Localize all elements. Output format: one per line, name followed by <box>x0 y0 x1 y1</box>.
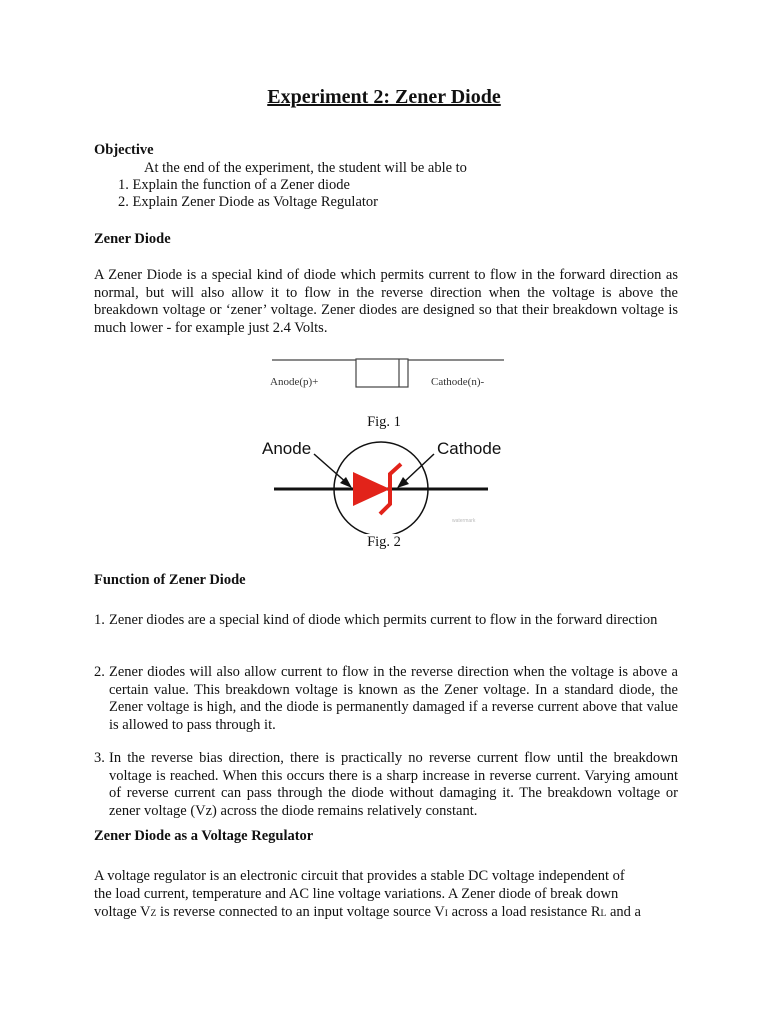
fig2-caption: Fig. 2 <box>367 534 401 550</box>
function-item-text: Zener diodes will also allow current to flow in the reverse direction when the voltage is above a certain value. This breakdown voltage is known as the Zener voltage. In a standard diode, the Zener voltage is high, and the diode is permanently damaged if a reverse current above that value is allowed to pass through it. <box>109 664 678 733</box>
svg-text:watermark: watermark <box>452 518 476 524</box>
function-item-number: 3. <box>94 750 105 766</box>
regulator-text: and a <box>606 904 641 920</box>
fig2-cathode-label: Cathode <box>437 439 502 458</box>
function-item-3 <box>94 750 678 820</box>
regulator-text: across a load resistance R <box>447 904 601 920</box>
function-item-1 <box>94 612 678 630</box>
page-title: Experiment 2: Zener Diode <box>267 86 501 108</box>
function-item-2 <box>94 664 678 734</box>
diode-triangle <box>353 472 390 506</box>
subscript-l: L <box>600 909 607 919</box>
zener-diode-paragraph: A Zener Diode is a special kind of diode which permits current to flow in the forward direction as normal, but will also allow it to flow in the reverse direction when the voltage is above the breakdown voltage or ‘zener’ voltage. Zener diodes are designed so that their breakdown voltage is much lower - for example just 2.4 Volts. <box>94 267 678 336</box>
function-item-text: In the reverse bias direction, there is practically no reverse current flow until the breakdown voltage is reached. When this occurs there is a sharp increase in reverse current. Varying amount of reverse current can pass through the diode without damaging it. The breakdown voltage or zener voltage (Vz) across the diode remains relatively constant. <box>109 750 678 819</box>
subscript-i: I <box>444 909 448 919</box>
objective-item-2: 2. Explain Zener Diode as Voltage Regulator <box>118 194 378 210</box>
objective-intro: At the end of the experiment, the student will be able to <box>144 160 467 176</box>
regulator-line-1: A voltage regulator is an electronic circuit that provides a stable DC voltage independent of <box>94 868 625 884</box>
fig1-cathode-label: Cathode(n)- <box>431 376 485 388</box>
regulator-text: voltage V <box>94 904 151 920</box>
function-item-number: 1. <box>94 612 105 628</box>
function-item-number: 2. <box>94 664 105 680</box>
regulator-line-2: the load current, temperature and AC line voltage variations. A Zener diode of break down <box>94 886 619 902</box>
regulator-line-3 <box>94 904 678 924</box>
fig1-anode-label: Anode(p)+ <box>270 376 319 388</box>
regulator-text: is reverse connected to an input voltage source V <box>156 904 445 920</box>
regulator-heading: Zener Diode as a Voltage Regulator <box>94 828 314 844</box>
function-item-text: Zener diodes are a special kind of diode which permits current to flow in the forward direction <box>109 612 658 628</box>
objective-heading: Objective <box>94 142 154 158</box>
fig2-anode-label: Anode <box>262 439 312 458</box>
subscript-z: Z <box>150 909 157 919</box>
objective-item-1: 1. Explain the function of a Zener diode <box>118 177 350 193</box>
zener-diode-heading: Zener Diode <box>94 231 171 247</box>
fig1-caption: Fig. 1 <box>367 414 401 430</box>
function-heading: Function of Zener Diode <box>94 572 246 588</box>
